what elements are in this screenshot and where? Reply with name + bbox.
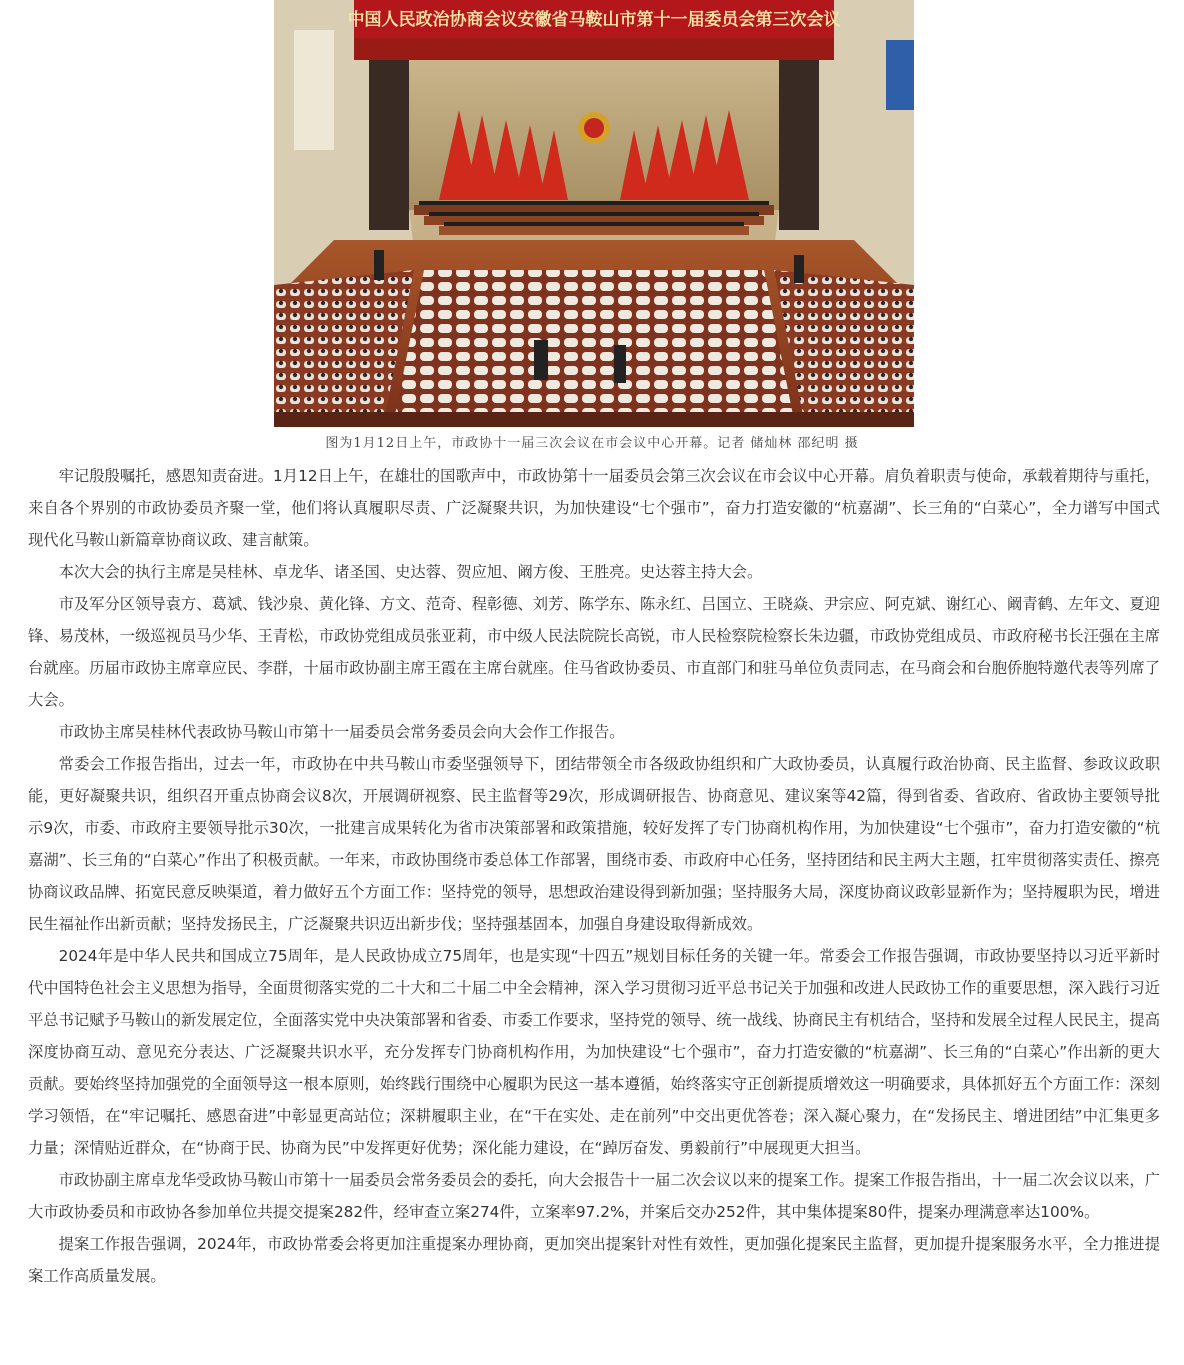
paragraph: 常委会工作报告指出，过去一年，市政协在中共马鞍山市委坚强领导下，团结带领全市各级政协组织和广大政协委员，认真履行政治协商、民主监督、参政议政职能，更好凝聚共识，组织召开重点协商会议8次，开展调研视察、民主监督等29次，形成调研报告、协商意见、建议案等42篇，得到省委、省政府、省政协主要领导批示9次，市委、市政府主要领导批示30次，一批建言成果转化为省市决策部署和政策措施，较好发挥了专门协商机构作用，为加快建设“七个强市”，奋力打造安徽的“杭嘉湖”、长三角的“白菜心”作出了积极贡献。一年来，市政协围绕市委总体工作部署，围绕市委、市政府中心任务，坚持团结和民主两大主题，扛牢贯彻落实责任、擦亮协商议政品牌、拓宽民意反映渠道，着力做好五个方面工作：坚持党的领导，思想政治建设得到新加强；坚持服务大局，深度协商议政彰显新作为；坚持履职为民，增进民生福祉作出新贡献；坚持发扬民主，广泛凝聚共识迈出新步伐；坚持强基固本，加强自身建设取得新成效。	[28, 755, 1160, 933]
article-body	[28, 460, 1160, 1292]
paragraph: 牢记殷殷嘱托，感恩知责奋进。1月12日上午，在雄壮的国歌声中，市政协第十一届委员会第三次会议在市会议中心开幕。肩负着职责与使命，承载着期待与重托，来自各个界别的市政协委员齐聚一堂，他们将认真履职尽责、广泛凝聚共识，为加快建设“七个强市”，奋力打造安徽的“杭嘉湖”、长三角的“白菜心”，全力谱写中国式现代化马鞍山新篇章协商议政、建言献策。	[28, 467, 1160, 549]
banner-text: 中国人民政治协商会议安徽省马鞍山市第十一届委员会第三次会议	[347, 10, 841, 30]
paragraph: 市政协主席吴桂林代表政协马鞍山市第十一届委员会常务委员会向大会作工作报告。	[58, 723, 625, 741]
photo-caption: 图为1月12日上午，市政协十一届三次会议在市会议中心开幕。记者 储灿林 邵纪明 摄	[325, 436, 859, 451]
paragraph: 本次大会的执行主席是吴桂林、卓龙华、诸圣国、史达蓉、贺应旭、阚方俊、王胜亮。史达蓉主持大会。	[58, 563, 763, 581]
paragraph: 2024年是中华人民共和国成立75周年，是人民政协成立75周年，也是实现“十四五”规划目标任务的关键一年。常委会工作报告强调，市政协要坚持以习近平新时代中国特色社会主义思想为指导，全面贯彻落实党的二十大和二十届二中全会精神，深入学习贯彻习近平总书记关于加强和改进人民政协工作的重要思想，深入践行习近平总书记赋予马鞍山的新发展定位，全面落实党中央决策部署和省委、市委工作要求，坚持党的领导、统一战线、协商民主有机结合，坚持和发展全过程人民民主，提高深度协商互动、意见充分表达、广泛凝聚共识水平，充分发挥专门协商机构作用，为加快建设“七个强市”，奋力打造安徽的“杭嘉湖”、长三角的“白菜心”作出新的更大贡献。要始终坚持加强党的全面领导这一根本原则，始终践行围绕中心履职为民这一基本遵循，始终落实守正创新提质增效这一明确要求，具体抓好五个方面工作：深刻学习领悟，在“牢记嘱托、感恩奋进”中彰显更高站位；深耕履职主业，在“干在实处、走在前列”中交出更优答卷；深入凝心聚力，在“发扬民主、增进团结”中汇集更多力量；深情贴近群众，在“协商于民、协商为民”中发挥更好优势；深化能力建设，在“踔厉奋发、勇毅前行”中展现更大担当。	[28, 947, 1160, 1157]
paragraph: 提案工作报告强调，2024年，市政协常委会将更加注重提案办理协商，更加突出提案针对性有效性，更加强化提案民主监督，更加提升提案服务水平，全力推进提案工作高质量发展。	[28, 1235, 1160, 1285]
conference-photo	[274, 0, 914, 427]
paragraph: 市及军分区领导袁方、葛斌、钱沙泉、黄化锋、方文、范奇、程彰德、刘芳、陈学东、陈永红、吕国立、王晓焱、尹宗应、阿克斌、谢红心、阚青鹤、左年文、夏迎锋、易茂林，一级巡视员马少华、王青松，市政协党组成员张亚莉，市中级人民法院院长高锐，市人民检察院检察长朱边疆，市政协党组成员、市政府秘书长汪强在主席台就座。历届市政协主席章应民、李群，十届市政协副主席王霞在主席台就座。住马省政协委员、市直部门和驻马单位负责同志，在马商会和台胞侨胞特邀代表等列席了大会。	[28, 595, 1160, 709]
paragraph: 市政协副主席卓龙华受政协马鞍山市第十一届委员会常务委员会的委托，向大会报告十一届二次会议以来的提案工作。提案工作报告指出，十一届二次会议以来，广大市政协委员和市政协各参加单位共提交提案282件，经审查立案274件，立案率97.2%，并案后交办252件，其中集体提案80件，提案办理满意率达100%。	[28, 1171, 1160, 1221]
